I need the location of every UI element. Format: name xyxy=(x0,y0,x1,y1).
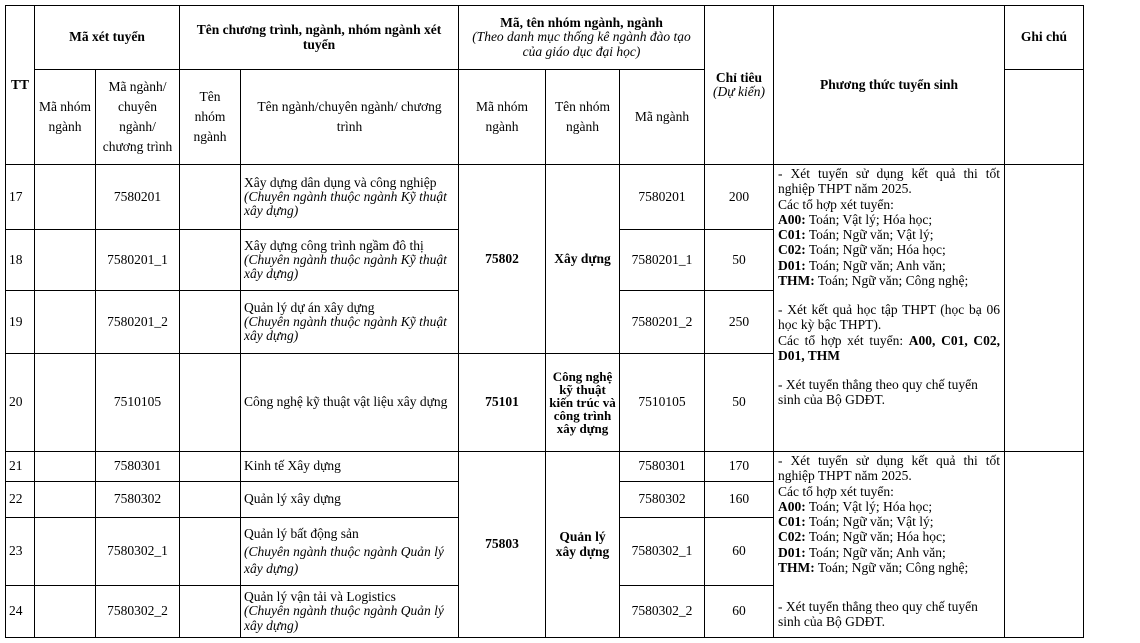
row-ten-note: (Chuyên ngành thuộc ngành Kỹ thuật xây dựng) xyxy=(244,251,447,282)
row-ten-note: (Chuyên ngành thuộc ngành Quản lý xây dựng) xyxy=(244,603,444,633)
ghi-chu-cell xyxy=(1005,452,1084,638)
row-ten xyxy=(241,518,459,586)
combo-subjects: Toán; Ngữ văn; Anh văn; xyxy=(805,257,946,273)
header-ten-chuong-trinh: Tên chương trình, ngành, nhóm ngành xét tuyển xyxy=(180,6,459,70)
combo-code: A00: xyxy=(778,498,806,514)
row-ma: 7510105 xyxy=(96,354,180,452)
table-row xyxy=(6,165,1084,230)
table-row xyxy=(6,452,1084,482)
row-ma-nganh: 7580201_1 xyxy=(620,230,705,291)
admission-table xyxy=(5,5,1084,638)
row-ten-nhom-nganh xyxy=(180,165,241,230)
row-ma-nganh: 7580302 xyxy=(620,482,705,518)
row-ten-note: (Chuyên ngành thuộc ngành Kỹ thuật xây dựng) xyxy=(244,188,447,219)
combo-code: C01: xyxy=(778,514,806,529)
row-tt: 20 xyxy=(6,354,35,452)
row-ma-nhom-nganh xyxy=(35,165,96,230)
combo-subjects: Toán; Ngữ văn; Anh văn; xyxy=(805,544,946,560)
header-ma-ten-nhom-title: Mã, tên nhóm ngành, ngành xyxy=(500,15,663,31)
combo-subjects: Toán; Ngữ văn; Vật lý; xyxy=(805,514,934,529)
row-ma-nganh: 7510105 xyxy=(620,354,705,452)
header-chi-tieu xyxy=(705,6,774,165)
row-tt: 22 xyxy=(6,482,35,518)
header-tt: TT xyxy=(6,6,35,165)
row-ten-note: (Chuyên ngành thuộc ngành Kỹ thuật xây dựng) xyxy=(244,313,447,344)
method-combo xyxy=(778,499,1000,514)
row-ten-nhom-nganh xyxy=(180,482,241,518)
row-ten-label: Quản lý dự án xây dựng xyxy=(244,299,375,315)
row-chi-tieu: 50 xyxy=(705,230,774,291)
method-thang: - Xét tuyển thẳng theo quy chế tuyển sinh của Bộ GDĐT. xyxy=(778,599,978,630)
row-ma-nhom-nganh xyxy=(35,586,96,638)
group-ten: Xây dựng xyxy=(546,165,620,354)
method-combo xyxy=(778,273,1000,288)
row-ten-label: Xây dựng công trình ngầm đô thị xyxy=(244,237,424,253)
method-thang: - Xét tuyển thẳng theo quy chế tuyển sinh của Bộ GDĐT. xyxy=(778,377,978,408)
header-ma-nhom: Mã nhóm ngành xyxy=(459,70,546,165)
combo-subjects: Toán; Vật lý; Hóa học; xyxy=(805,498,933,514)
header-ma-nganh-chuyen-nganh: Mã ngành/ chuyên ngành/ chương trình xyxy=(96,70,180,165)
row-ma-nganh: 7580301 xyxy=(620,452,705,482)
method-combos-intro: Các tổ hợp xét tuyển: xyxy=(778,196,894,212)
row-ten xyxy=(241,230,459,291)
method-hoc-ba-codes: A00, C01, C02, D01, THM xyxy=(778,332,1000,363)
header-phuong-thuc: Phương thức tuyển sinh xyxy=(774,6,1005,165)
row-ten-nhom-nganh xyxy=(180,518,241,586)
row-ma: 7580201_1 xyxy=(96,230,180,291)
header-ten-nhom-nganh: Tên nhóm ngành xyxy=(180,70,241,165)
row-ma-nganh: 7580302_1 xyxy=(620,518,705,586)
row-tt: 18 xyxy=(6,230,35,291)
method-combo xyxy=(778,227,1000,242)
row-ma: 7580302_2 xyxy=(96,586,180,638)
row-ten-nhom-nganh xyxy=(180,452,241,482)
header-ghi-chu: Ghi chú xyxy=(1005,6,1084,70)
row-ten xyxy=(241,165,459,230)
ghi-chu-cell xyxy=(1005,165,1084,452)
row-chi-tieu: 160 xyxy=(705,482,774,518)
group-ma: 75101 xyxy=(459,354,546,452)
header-ma-nhom-nganh: Mã nhóm ngành xyxy=(35,70,96,165)
row-ma: 7580201_2 xyxy=(96,291,180,354)
row-ten-note: (Chuyên ngành thuộc ngành Quản lý xây dựng) xyxy=(244,543,444,577)
row-tt: 24 xyxy=(6,586,35,638)
row-chi-tieu: 60 xyxy=(705,518,774,586)
group-ten: Quản lý xây dựng xyxy=(546,452,620,638)
row-ten-label: Kinh tế Xây dựng xyxy=(241,452,459,482)
method-combo xyxy=(778,242,1000,257)
group-ten: Công nghệ kỹ thuật kiến trúc và công trình xây dựng xyxy=(546,354,620,452)
combo-code: C02: xyxy=(778,529,806,545)
method-hoc-ba: - Xét kết quả học tập THPT (học bạ 06 học kỳ bậc THPT). xyxy=(778,302,1000,333)
row-ten-nhom-nganh xyxy=(180,586,241,638)
row-ma-nganh: 7580302_2 xyxy=(620,586,705,638)
method-combo xyxy=(778,545,1000,560)
row-ten-label: Quản lý vận tải và Logistics xyxy=(244,589,396,605)
header-du-kien: (Dự kiến) xyxy=(713,84,765,99)
method-combo xyxy=(778,529,1000,544)
combo-subjects: Toán; Ngữ văn; Công nghệ; xyxy=(814,559,969,575)
combo-code: D01: xyxy=(778,257,806,273)
row-ten-label: Xây dựng dân dụng và công nghiệp xyxy=(244,174,437,190)
row-ma-nhom-nganh xyxy=(35,482,96,518)
row-ten-label: Quản lý xây dựng xyxy=(241,482,459,518)
row-tt: 17 xyxy=(6,165,35,230)
combo-code: A00: xyxy=(778,211,806,227)
method-hoc-ba-combos xyxy=(778,333,1000,364)
row-ma-nhom-nganh xyxy=(35,518,96,586)
row-ma: 7580201 xyxy=(96,165,180,230)
row-ten-nhom-nganh xyxy=(180,230,241,291)
row-ten-nhom-nganh xyxy=(180,354,241,452)
combo-code: C02: xyxy=(778,242,806,258)
row-chi-tieu: 170 xyxy=(705,452,774,482)
row-ma: 7580302_1 xyxy=(96,518,180,586)
combo-code: THM: xyxy=(778,559,815,575)
combo-code: THM: xyxy=(778,272,815,288)
header-ma-xet-tuyen: Mã xét tuyển xyxy=(35,6,180,70)
method-combo xyxy=(778,514,1000,529)
method-line: - Xét tuyển sử dụng kết quả thi tốt nghiệp THPT năm 2025. xyxy=(778,166,1000,197)
method-combos-intro: Các tổ hợp xét tuyển: xyxy=(778,483,894,499)
row-ma: 7580301 xyxy=(96,452,180,482)
row-tt: 23 xyxy=(6,518,35,586)
header-chi-tieu-label: Chỉ tiêu xyxy=(715,69,763,85)
row-tt: 19 xyxy=(6,291,35,354)
method-line: - Xét tuyển sử dụng kết quả thi tốt nghiệp THPT năm 2025. xyxy=(778,453,1000,484)
row-ten xyxy=(241,291,459,354)
row-ten-label: Quản lý bất động sản xyxy=(244,526,359,542)
row-ma-nganh: 7580201_2 xyxy=(620,291,705,354)
row-ten-nhom-nganh xyxy=(180,291,241,354)
combo-subjects: Toán; Ngữ văn; Hóa học; xyxy=(805,529,946,545)
combo-subjects: Toán; Ngữ văn; Hóa học; xyxy=(805,242,946,258)
row-ma-nhom-nganh xyxy=(35,230,96,291)
combo-subjects: Toán; Ngữ văn; Công nghệ; xyxy=(814,272,969,288)
method-hoc-ba-intro: Các tổ hợp xét tuyển: xyxy=(778,332,909,348)
header-ma-ten-nhom xyxy=(459,6,705,70)
method-cell-2 xyxy=(774,452,1005,638)
row-ma-nhom-nganh xyxy=(35,354,96,452)
method-combo xyxy=(778,212,1000,227)
row-ma-nhom-nganh xyxy=(35,452,96,482)
header-ma-nganh: Mã ngành xyxy=(620,70,705,165)
header-ma-ten-nhom-note: (Theo danh mục thống kê ngành đào tạo của giáo dục đại học) xyxy=(472,29,691,59)
row-ma: 7580302 xyxy=(96,482,180,518)
row-chi-tieu: 250 xyxy=(705,291,774,354)
combo-subjects: Toán; Ngữ văn; Vật lý; xyxy=(805,227,934,242)
group-ma: 75803 xyxy=(459,452,546,638)
row-tt: 21 xyxy=(6,452,35,482)
group-ma: 75802 xyxy=(459,165,546,354)
combo-subjects: Toán; Vật lý; Hóa học; xyxy=(805,211,933,227)
row-chi-tieu: 200 xyxy=(705,165,774,230)
method-combo xyxy=(778,560,1000,575)
combo-code: C01: xyxy=(778,227,806,242)
row-ten xyxy=(241,586,459,638)
row-ten-label: Công nghệ kỹ thuật vật liệu xây dựng xyxy=(241,354,459,452)
row-ma-nganh: 7580201 xyxy=(620,165,705,230)
method-cell-1 xyxy=(774,165,1005,452)
method-combo xyxy=(778,258,1000,273)
header-ten-nganh-chuyen-nganh: Tên ngành/chuyên ngành/ chương trình xyxy=(241,70,459,165)
row-chi-tieu: 50 xyxy=(705,354,774,452)
row-chi-tieu: 60 xyxy=(705,586,774,638)
header-ghi-chu-blank xyxy=(1005,70,1084,165)
header-ten-nhom: Tên nhóm ngành xyxy=(546,70,620,165)
combo-code: D01: xyxy=(778,544,806,560)
row-ma-nhom-nganh xyxy=(35,291,96,354)
